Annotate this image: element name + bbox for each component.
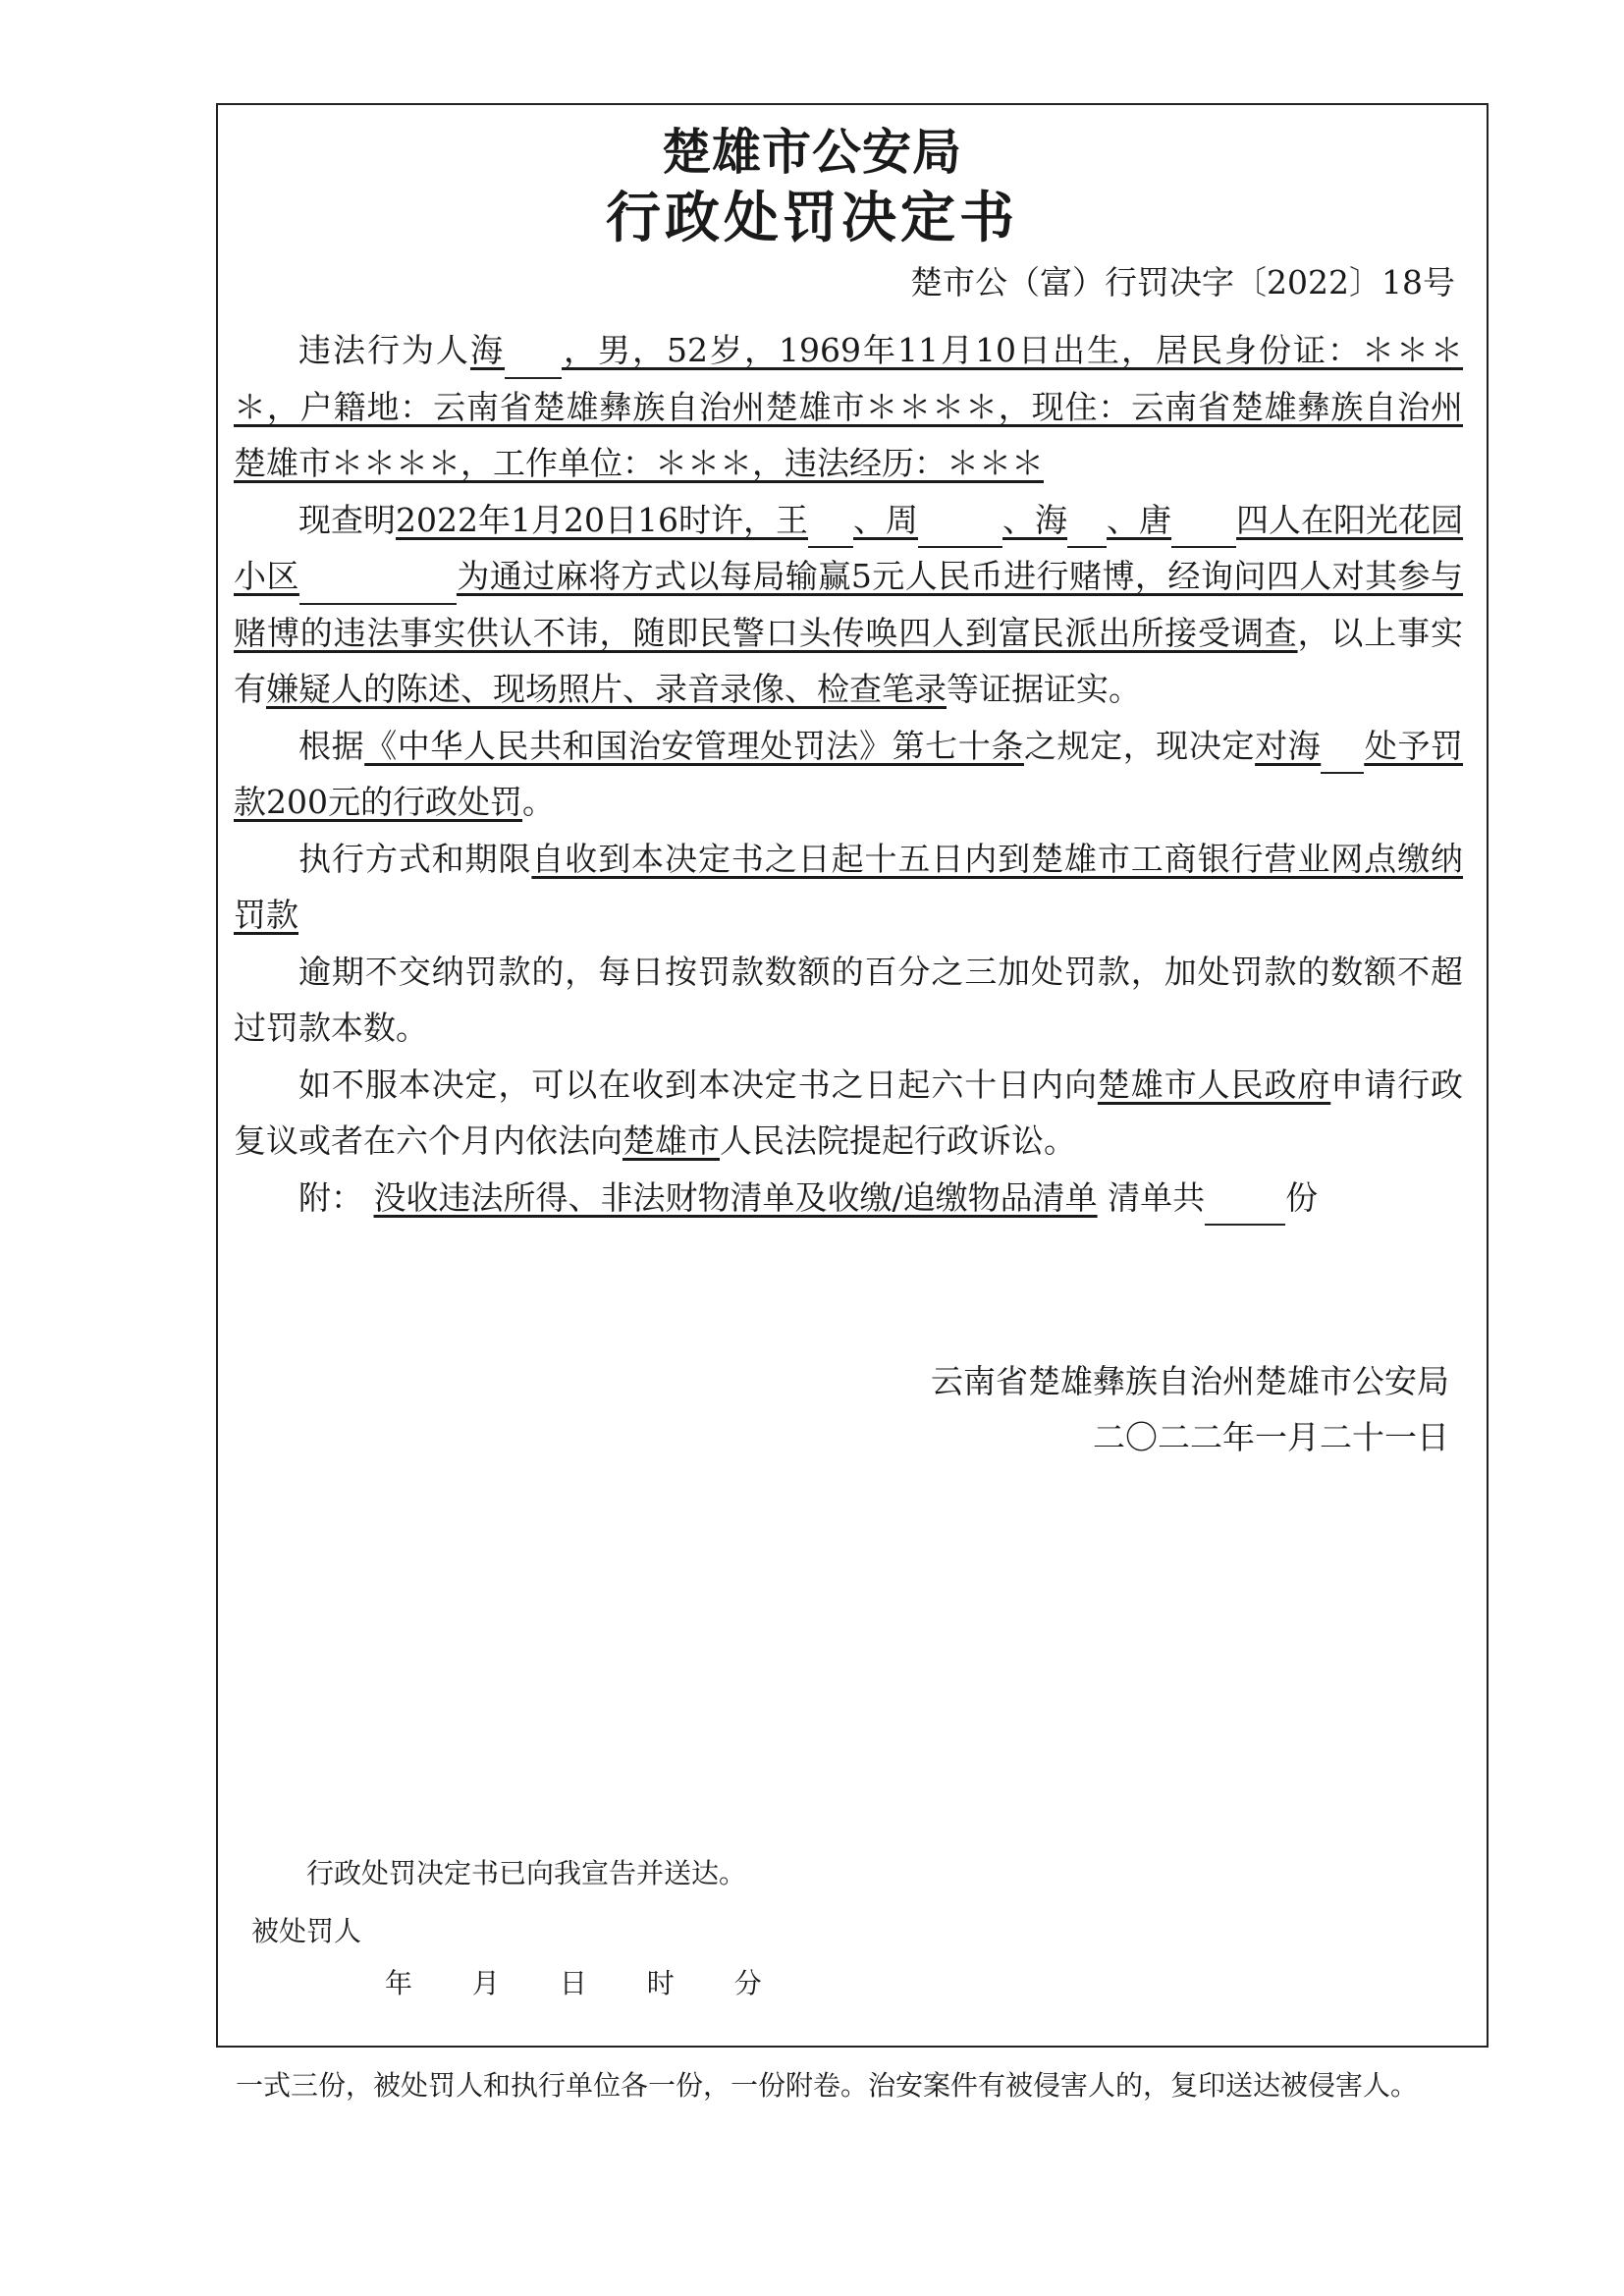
decision-mid: 之规定，现决定 <box>1023 726 1256 765</box>
redacted-name <box>918 512 1002 548</box>
appeal-paragraph <box>234 1057 1463 1170</box>
appeal-text-2: 申请行政复议或者在六个月内依法向 <box>234 1065 1464 1160</box>
facts-intro: 现查明 <box>298 500 397 539</box>
document-number: 楚市公（富）行罚决字〔2022〕18号 <box>910 263 1455 301</box>
overdue-paragraph: 逾期不交纳罚款的，每日按罚款数额的百分之三加处罚款，加处罚款的数额不超过罚款本数。 <box>234 952 1463 1047</box>
minute-label: 分 <box>733 1967 762 1999</box>
attachment-item: 没收违法所得、非法财物清单及收缴/追缴物品清单 <box>373 1177 1098 1217</box>
offender-paragraph <box>234 322 1463 492</box>
attachment-count-blank <box>1205 1189 1285 1226</box>
execution-paragraph <box>234 831 1463 944</box>
issuer-name: 云南省楚雄彝族自治州楚雄市公安局 <box>931 1362 1449 1400</box>
receipt-datetime <box>385 1962 799 2001</box>
facts-paragraph <box>234 492 1463 718</box>
decision-paragraph <box>234 718 1463 831</box>
redacted-address <box>299 569 457 605</box>
offender-info: 海 ，男，52岁，1969年11月10日出生，居民身份证：＊＊＊＊，户籍地：云南省楚雄彝族自治州楚雄市＊＊＊＊，现住：云南省楚雄彝族自治州楚雄市＊＊＊＊，工作单位：＊＊＊，违法经历：＊＊＊ <box>234 331 1464 482</box>
attachment-label: 附： <box>298 1177 363 1217</box>
execution-intro: 执行方式和期限 <box>298 839 532 878</box>
redacted-name <box>505 343 562 379</box>
evidence-intro: ，以上事实有 <box>234 613 1464 708</box>
footnote: 一式三份，被处罚人和执行单位各一份，一份附卷。治安案件有被侵害人的，复印送达被侵害人。 <box>236 2069 1419 2102</box>
day-label: 日 <box>559 1967 587 1999</box>
appeal-text-3: 人民法院提起行政诉讼。 <box>720 1121 1076 1160</box>
review-authority: 楚雄市人民政府 <box>1097 1065 1331 1104</box>
redacted-name <box>1067 512 1107 548</box>
redacted-name <box>1171 512 1236 548</box>
offender-intro: 违法行为人 <box>298 331 471 369</box>
appeal-text-1: 如不服本决定，可以在收到本决定书之日起六十日内向 <box>298 1065 1098 1104</box>
decision-end: 。 <box>522 783 555 821</box>
attachment-count-prefix: 清单共 <box>1108 1177 1206 1217</box>
attachment-count-suffix: 份 <box>1285 1177 1319 1217</box>
facts-text: 2022年1月20日16时许，王 、周 、海 、唐 四人在阳光花园小区 为通过麻将方式以每局输赢5元人民币进行赌博，经询问四人对其参与赌博的违法事实供认不讳，随即民警口头传唤四人到富民派出所接受调查 <box>234 500 1464 652</box>
document-title: 行政处罚决定书 <box>606 186 1018 250</box>
execution-method: 自收到本决定书之日起十五日内到楚雄市工商银行营业网点缴纳罚款 <box>234 839 1464 934</box>
issue-date: 二〇二二年一月二十一日 <box>1093 1418 1449 1456</box>
redacted-name <box>1321 738 1364 774</box>
recipient-label: 被处罚人 <box>251 1915 362 1947</box>
attachment-paragraph <box>234 1170 1463 1227</box>
document-body <box>234 322 1463 1226</box>
evidence-list: 嫌疑人的陈述、现场照片、录音录像、检查笔录 <box>266 670 947 708</box>
court-name: 楚雄市 <box>623 1121 720 1160</box>
redacted-name <box>808 512 853 548</box>
agency-name: 楚雄市公安局 <box>662 123 962 181</box>
receipt-statement: 行政处罚决定书已向我宣告并送达。 <box>306 1857 747 1889</box>
issuer-block <box>931 1353 1449 1465</box>
hour-label: 时 <box>646 1967 675 1999</box>
decision-intro: 根据 <box>298 726 365 765</box>
month-label: 月 <box>471 1967 500 1999</box>
decision-law: 《中华人民共和国治安管理处罚法》第七十条 <box>364 726 1024 765</box>
year-label: 年 <box>385 1967 413 1999</box>
evidence-end: 等证据证实。 <box>947 670 1141 708</box>
decision-penalty: 对海 处予罚款200元的行政处罚 <box>234 726 1464 821</box>
